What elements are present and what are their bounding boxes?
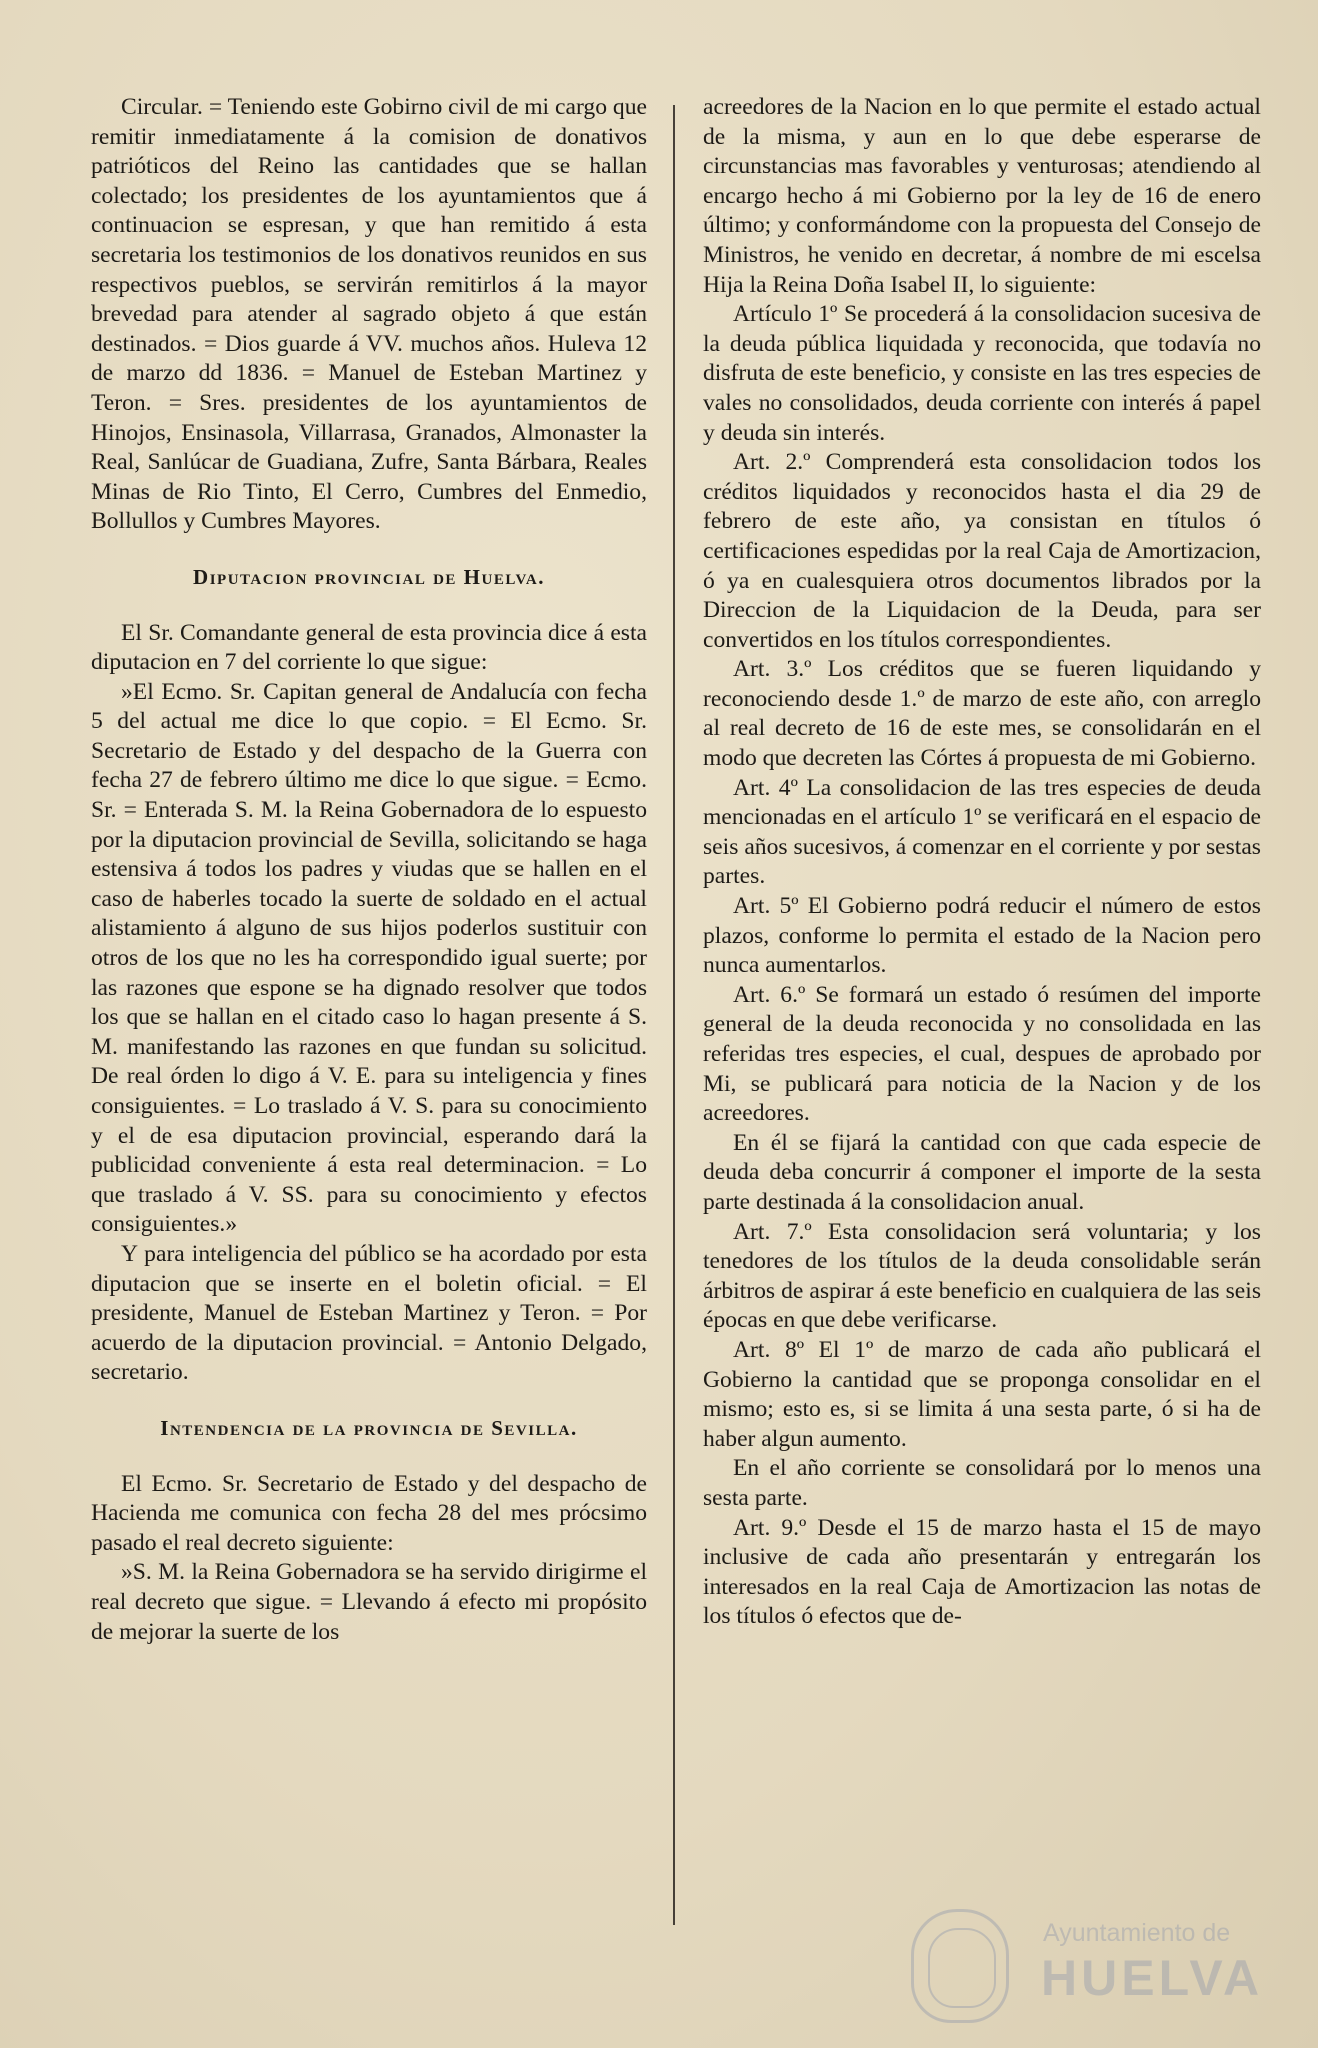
article-2: Art. 2.º Comprenderá esta consolidacion todos los créditos liquidados y reconocidos hasta el dia 29 de febrero de este año, ya consistan en títulos ó certificaciones espedidas por la real Caja de Amortizacion, ó ya en cualesquiera otros documentos librados por la Direccion de la Liquidacion de la Deuda, para ser convertidos en los títulos correspondientes. [703,449,1261,653]
paragraph-comandante: El Sr. Comandante general de esta provincia dice á esta diputacion en 7 del corriente lo que sigue: [91,619,647,676]
left-column [91,93,647,1647]
article-6-continuation: En él se fijará la cantidad con que cada especie de deuda deba concurrir á componer el importe de la sesta parte destinada á la consolidacion anual. [703,1129,1261,1215]
right-column [703,93,1261,1632]
article-8: Art. 8º El 1º de marzo de cada año publicará el Gobierno la cantidad que se proponga consolidar en el mismo; esto es, si se limita á una sesta parte, ó si ha de haber algun aumento. [703,1336,1261,1452]
column-divider [673,105,675,1925]
section-heading-intendencia: Intendencia de la provincia de Sevilla. [160,1415,578,1440]
watermark-line-1: Ayuntamiento de [1043,1919,1231,1947]
paragraph-inteligencia: Y para inteligencia del público se ha acordado por esta diputacion que se inserte en el boletin oficial. = El presidente, Manuel de Esteban Martinez y Teron. = Por acuerdo de la diputacion provincial. = Antonio Delgado, secretario. [91,1240,647,1386]
article-7: Art. 7.º Esta consolidacion será voluntaria; y los tenedores de los títulos de la deuda consolidable serán árbitros de aspirar á este beneficio en cualquiera de las seis épocas en que debe verificarse. [703,1218,1261,1334]
paragraph-secretario-hacienda: El Ecmo. Sr. Secretario de Estado y del despacho de Hacienda me comunica con fecha 28 del mes prócsimo pasado el real decreto siguiente: [91,1470,647,1556]
article-3: Art. 3.º Los créditos que se fueren liquidando y reconociendo desde 1.º de marzo de este año, con arreglo al real decreto de 16 de este mes, se consolidarán en el modo que decreten las Córtes á propuesta de mi Gobierno. [703,656,1261,772]
article-5: Art. 5º El Gobierno podrá reducir el número de estos plazos, conforme lo permita el estado de la Nacion pero nunca aumentarlos. [703,893,1261,979]
article-1: Artículo 1º Se procederá á la consolidacion sucesiva de la deuda pública liquidada y reconocida, que todavía no disfruta de este beneficio, y consiste en las tres especies de vales no consolidados, deuda corriente con interés á papel y deuda sin interés. [703,301,1261,446]
paragraph-real-decreto-intro: »S. M. la Reina Gobernadora se ha servido dirigirme el real decreto que sigue. = Llevando á efecto mi propósito de mejorar la suerte de los [91,1559,647,1645]
article-9: Art. 9.º Desde el 15 de marzo hasta el 15 de mayo inclusive de cada año presentarán y entregarán los interesados en la real Caja de Amortizacion las notas de los títulos ó efectos que de- [703,1514,1261,1630]
section-heading-diputacion: Diputacion provincial de Huelva. [193,564,545,589]
ayuntamiento-watermark [905,1905,1265,2025]
circular-paragraph: Circular. = Teniendo este Gobirno civil de mi cargo que remitir inmediatamente á la comision de donativos patrióticos del Reino las cantidades que se hallan colectado; los presidentes de los ayuntamientos que á continuacion se espresan, y que han remitido á esta secretaria los testimonios de los donativos reunidos en sus respectivos pueblos, se servirán remitirlos á la mayor brevedad para atender al sagrado objeto á que están destinados. = Dios guarde á VV. muchos años. Huleva 12 de marzo dd 1836. = Manuel de Esteban Martinez y Teron. = Sres. presidentes de los ayuntamientos de Hinojos, Ensinasola, Villarrasa, Granados, Almonaster la Real, Sanlúcar de Guadiana, Zufre, Santa Bárbara, Reales Minas de Rio Tinto, El Cerro, Cumbres del Enmedio, Bollullos y Cumbres Mayores. [91,94,647,535]
watermark-line-2: HUELVA [1041,1950,1264,2006]
article-4: Art. 4º La consolidacion de las tres especies de deuda mencionadas en el artículo 1º se verificará en el espacio de seis años sucesivos, á comenzar en el corriente y por sestas partes. [703,774,1261,890]
article-6: Art. 6.º Se formará un estado ó resúmen del importe general de la deuda reconocida y no consolidada en las referidas tres especies, el cual, despues de aprobado por Mi, se publicará para noticia de la Nacion y de los acreedores. [703,981,1261,1127]
paragraph-capitan-general: »El Ecmo. Sr. Capitan general de Andalucía con fecha 5 del actual me dice lo que copio. = El Ecmo. Sr. Secretario de Estado y del despacho de la Guerra con fecha 27 de febrero último me dice lo que sigue. = Ecmo. Sr. = Enterada S. M. la Reina Gobernadora de lo espuesto por la diputacion provincial de Sevilla, solicitando se haga estensiva á todos los padres y viudas que se hallen en el caso de haberles tocado la suerte de soldado en el actual alistamiento á alguno de sus hijos poderlos sustituir con otros de los que no les ha correspondido igual suerte; por las razones que espone se ha dignado resolver que todos los que se hallan en el citado caso lo hagan presente á S. M. manifestando las razones en que fundan su solicitud. De real órden lo digo á V. E. para su inteligencia y fines consiguientes. = Lo traslado á V. S. para su conocimiento y el de esa diputacion provincial, esperando dará la publicidad conveniente á esta real determinacion. = Lo que traslado á V. SS. para su conocimiento y efectos consiguientes.» [91,678,647,1238]
paragraph-acreedores: acreedores de la Nacion en lo que permite el estado actual de la misma, y aun en lo que debe esperarse de circunstancias mas favorables y venturosas; atendiendo al encargo hecho á mi Gobierno por la ley de 16 de enero último; y conformándome con la propuesta del Consejo de Ministros, he venido en decretar, á nombre de mi escelsa Hija la Reina Doña Isabel II, lo siguiente: [703,94,1261,298]
coat-of-arms-icon [911,1909,1009,2023]
article-8-continuation: En el año corriente se consolidará por lo menos una sesta parte. [703,1455,1261,1511]
